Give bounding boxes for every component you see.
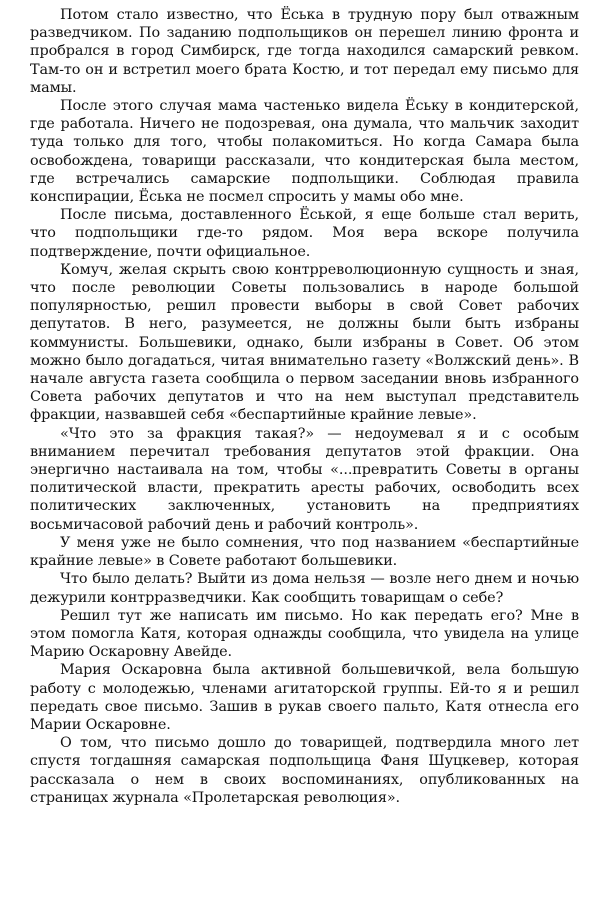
paragraph: Что было делать? Выйти из дома нельзя — возле него днем и ночью дежурили контрразведчики. Как сообщить товарищам о себе? (30, 571, 579, 606)
paragraph: «Что это за фракция такая?» — недоумевал я и с особым вниманием перечитал требования депутатов этой фракции. Она энергично настаивала на том, чтобы «...превратить Советы в органы политической власти, прекратить аресты рабочих, освободить всех политических заключенных, установить на предприятиях восьмичасовой рабочий день и рабочий контроль». (30, 425, 579, 533)
paragraph: Потом стало известно, что Ёська в трудную пору был отважным разведчиком. По заданию подпольщиков он перешел линию фронта и пробрался в город Симбирск, где тогда находился самарский ревком. Там-то он и встретил моего брата Костю, и тот передал ему письмо для мамы. (30, 7, 579, 96)
paragraph: О том, что письмо дошло до товарищей, подтвердила много лет спустя тогдашняя самарская подпольщица Фаня Шуцкевер, которая рассказала о нем в своих воспоминаниях, опубликованных на страницах журнала «Пролетарская революция». (30, 735, 579, 806)
paragraph: Решил тут же написать им письмо. Но как передать его? Мне в этом помогла Катя, которая однажды сообщила, что увидела на улице Марию Оскаровну Авейде. (30, 607, 579, 661)
page-body (30, 6, 579, 807)
paragraph: После письма, доставленного Ёськой, я еще больше стал верить, что подпольщики где-то рядом. Моя вера вскоре получила подтверждение, почти официальное. (30, 207, 579, 260)
paragraph: Мария Оскаровна была активной большевичкой, вела большую работу с молодежью, членами агитаторской группы. Ей-то я и решил передать свое письмо. Зашив в рукав своего пальто, Катя отнесла его Марии Оскаровне. (30, 662, 579, 733)
paragraph: У меня уже не было сомнения, что под названием «беспартийные крайние левые» в Совете работают большевики. (30, 534, 579, 570)
paragraph: Комуч, желая скрыть свою контрреволюционную сущность и зная, что после революции Советы пользовались в народе большой популярностью, решил провести выборы в свой Совет рабочих депутатов. В него, разумеется, не должны были быть избраны коммунисты. Большевики, однако, были избраны в Совет. Об этом можно было догадаться, читая внимательно газету «Волжский день». В начале августа газета сообщила о первом заседании вновь избранного Совета рабочих депутатов и что на нем выступал представитель фракции, назвавшей себя «беспартийные крайние левые». (30, 261, 579, 424)
paragraph: После этого случая мама частенько видела Ёську в кондитерской, где работала. Ничего не подозревая, она думала, что мальчик заходит туда только для того, чтобы полакомиться. Но когда Самара была освобождена, товарищи рассказали, что кондитерская была местом, где встречались самарские подпольщики. Соблюдая правила конспирации, Ёська не посмел спросить у мамы обо мне. (30, 98, 579, 206)
